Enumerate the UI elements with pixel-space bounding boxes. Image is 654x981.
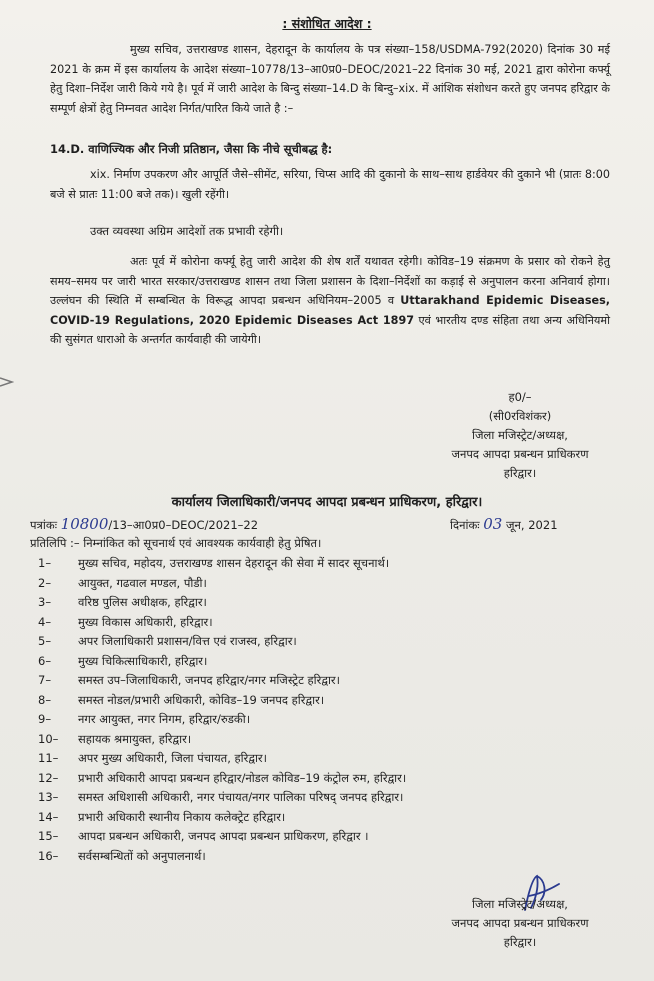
list-item — [30, 576, 630, 596]
list-item-number: 6– — [38, 653, 52, 668]
list-item — [30, 810, 630, 830]
intro-text: मुख्य सचिव, उत्तराखण्ड शासन, देहरादून के कार्यालय के पत्र संख्या–158/USDMA-792(2020) दिनांक 30 मई 2021 के क्रम में इस कार्यालय के आदेश संख्या–10778/13–आ0प्र0–DEOC/2021–22 दिनांक 30 मई, 2021 द्वारा कोरोना कर्फ्यू हेतु दिशा–निर्देश जारी किये गये है। पूर्व में जारी आदेश के बिन्दु संख्या–14.D के बिन्दु–xix. में आंशिक संशोधन करते हुए जनपद हरिद्वार के सम्पूर्ण क्षेत्रों हेतु निम्नवत आदेश निर्गत/पारित किये जाते है :– — [50, 43, 610, 115]
conditions-text-c: एवं भारतीय दण्ड संहिता तथा अन्य अधिनियमो की सुसंगत धाराओ के अन्तर्गत कार्यवाही की जायेगी। — [50, 313, 610, 346]
list-item-text: मुख्य चिकित्साधिकारी, हरिद्वार। — [78, 653, 208, 668]
list-item — [30, 751, 630, 771]
xix-text: xix. निर्माण उपकरण और आपूर्ति जैसे–सीमेंट, सरिया, चिप्स आदि की दुकानो के साथ–साथ हार्डवेयर की दुकाने भी (प्रातः 8:00 बजे से प्रातः 11:00 बजे तक)। खुली रहेंगी। — [50, 168, 610, 201]
point-14d: 14.D. वाणिज्यिक और निजी प्रतिष्ठान, जैसा कि नीचे सूचीबद्ध है: — [50, 142, 333, 156]
list-item — [30, 654, 630, 674]
list-item-text: सर्वसम्बन्धितों को अनुपालनार्थ। — [78, 848, 206, 863]
copy-to-line: प्रतिलिपि :– निम्नांकित को सूचनार्थ एवं आवश्यक कार्यवाही हेतु प्रेषित। — [30, 536, 322, 550]
letter-no-label: पत्रांकः — [30, 518, 58, 532]
list-item-number: 7– — [38, 673, 52, 687]
list-item-text: नगर आयुक्त, नगर निगम, हरिद्वार/रुडकी। — [78, 712, 251, 726]
list-item-text: समस्त अधिशासी अधिकारी, नगर पंचायत/नगर पालिका परिषद् जनपद हरिद्वार। — [78, 790, 404, 804]
list-item — [30, 693, 630, 713]
list-item-number: 12– — [38, 770, 59, 785]
list-item-text: प्रभारी अधिकारी आपदा प्रबन्धन हरिद्वार/नोडल कोविड–19 कंट्रोल रुम, हरिद्वार। — [78, 770, 407, 785]
signed-mark: ह0/– — [508, 390, 532, 404]
list-item-text: अपर जिलाधिकारी प्रशासन/वित्त एवं राजस्व, हरिद्वार। — [78, 634, 297, 648]
list-item — [30, 829, 630, 849]
list-item — [30, 849, 630, 869]
sig2-place: हरिद्वार। — [503, 935, 537, 949]
list-item-number: 8– — [38, 692, 52, 707]
conditions-text-b: Uttarakhand Epidemic Diseases, COVID-19 Regulations, 2020 Epidemic Diseases Act 1897 — [50, 294, 610, 327]
list-item-text: समस्त उप–जिलाधिकारी, जनपद हरिद्वार/नगर मजिस्ट्रेट हरिद्वार। — [78, 673, 340, 687]
list-item-text: प्रभारी अधिकारी स्थानीय निकाय कलेक्ट्रेट हरिद्वार। — [78, 809, 286, 824]
office-title: कार्यालय जिलाधिकारी/जनपद आपदा प्रबन्धन प्राधिकरण, हरिद्वार। — [171, 495, 483, 510]
list-item-text: आयुक्त, गढवाल मण्डल, पौडी। — [78, 575, 207, 590]
signature-block-2 — [420, 895, 620, 952]
intro-paragraph — [50, 40, 610, 118]
sig2-designation: जिला मजिस्ट्रेट/अध्यक्ष, — [472, 897, 568, 911]
list-item-text: अपर मुख्य अधिकारी, जिला पंचायत, हरिद्वार। — [78, 751, 267, 765]
conditions-paragraph — [50, 252, 610, 350]
list-item-number: 14– — [38, 809, 59, 824]
conditions-text-a: अतः पूर्व में कोरोना कर्फ्यू हेतु जारी आदेश की शेष शर्तें यथावत रहेगी। कोविड–19 संक्रमण के प्रसार को रोकने हेतु समय–समय पर जारी भारत सरकार/उत्तराखण्ड शासन तथा जिला प्रशासन के दिशा–निर्देशों का कड़ाई से अनुपालन करना अनिवार्य होगा। उल्लंघन की स्थिति में सम्बन्धित के विरूद्ध आपदा प्रबन्धन अधिनियम–2005 व — [50, 255, 610, 307]
list-item — [30, 771, 630, 791]
list-item — [30, 634, 630, 654]
date-suffix: जून, 2021 — [506, 518, 558, 532]
list-item-text: वरिष्ठ पुलिस अधीक्षक, हरिद्वार। — [78, 595, 207, 609]
signatory-name: (सी0रविशंकर) — [488, 409, 552, 423]
list-item-number: 13– — [38, 790, 59, 804]
list-item-text: मुख्य विकास अधिकारी, हरिद्वार। — [78, 614, 213, 629]
letter-no-suffix: /13–आ0प्र0–DEOC/2021–22 — [108, 518, 259, 532]
signatory-place: हरिद्वार। — [503, 466, 537, 480]
signature-block-1 — [420, 388, 620, 483]
list-item-number: 3– — [38, 595, 52, 609]
list-item-number: 10– — [38, 731, 59, 746]
letter-no-handwritten: 10800 — [60, 515, 109, 533]
list-item-number: 15– — [38, 829, 59, 843]
signatory-designation: जिला मजिस्ट्रेट/अध्यक्ष, — [472, 428, 568, 442]
sig2-authority: जनपद आपदा प्रबन्धन प्राधिकरण — [451, 916, 589, 930]
list-item-number: 5– — [38, 634, 52, 648]
effective-note: उक्त व्यवस्था अग्रिम आदेशों तक प्रभावी रहेगी। — [90, 224, 284, 238]
punch-mark-icon — [0, 375, 14, 389]
list-item-text: आपदा प्रबन्धन अधिकारी, जनपद आपदा प्रबन्धन प्राधिकरण, हरिद्वार । — [78, 829, 369, 843]
list-item — [30, 595, 630, 615]
list-item-number: 11– — [38, 751, 59, 765]
xix-paragraph — [50, 165, 610, 204]
date-handwritten: 03 — [483, 515, 503, 533]
list-item-number: 9– — [38, 712, 52, 726]
list-item-text: सहायक श्रमायुक्त, हरिद्वार। — [78, 731, 192, 746]
list-item — [30, 673, 630, 693]
list-item-number: 4– — [38, 614, 52, 629]
list-item — [30, 615, 630, 635]
document-heading: : संशोधित आदेश : — [282, 16, 372, 31]
list-item-number: 2– — [38, 575, 52, 590]
list-item — [30, 712, 630, 732]
list-item-text: मुख्य सचिव, महोदय, उत्तराखण्ड शासन देहरादून की सेवा में सादर सूचनार्थ। — [78, 556, 390, 570]
list-item-number: 16– — [38, 848, 59, 863]
list-item-number: 1– — [38, 556, 52, 570]
distribution-list — [30, 556, 630, 868]
list-item — [30, 790, 630, 810]
date-label: दिनांकः — [450, 518, 480, 532]
signatory-authority: जनपद आपदा प्रबन्धन प्राधिकरण — [451, 447, 589, 461]
list-item — [30, 732, 630, 752]
list-item-text: समस्त नोडल/प्रभारी अधिकारी, कोविड–19 जनपद हरिद्वार। — [78, 692, 325, 707]
list-item — [30, 556, 630, 576]
